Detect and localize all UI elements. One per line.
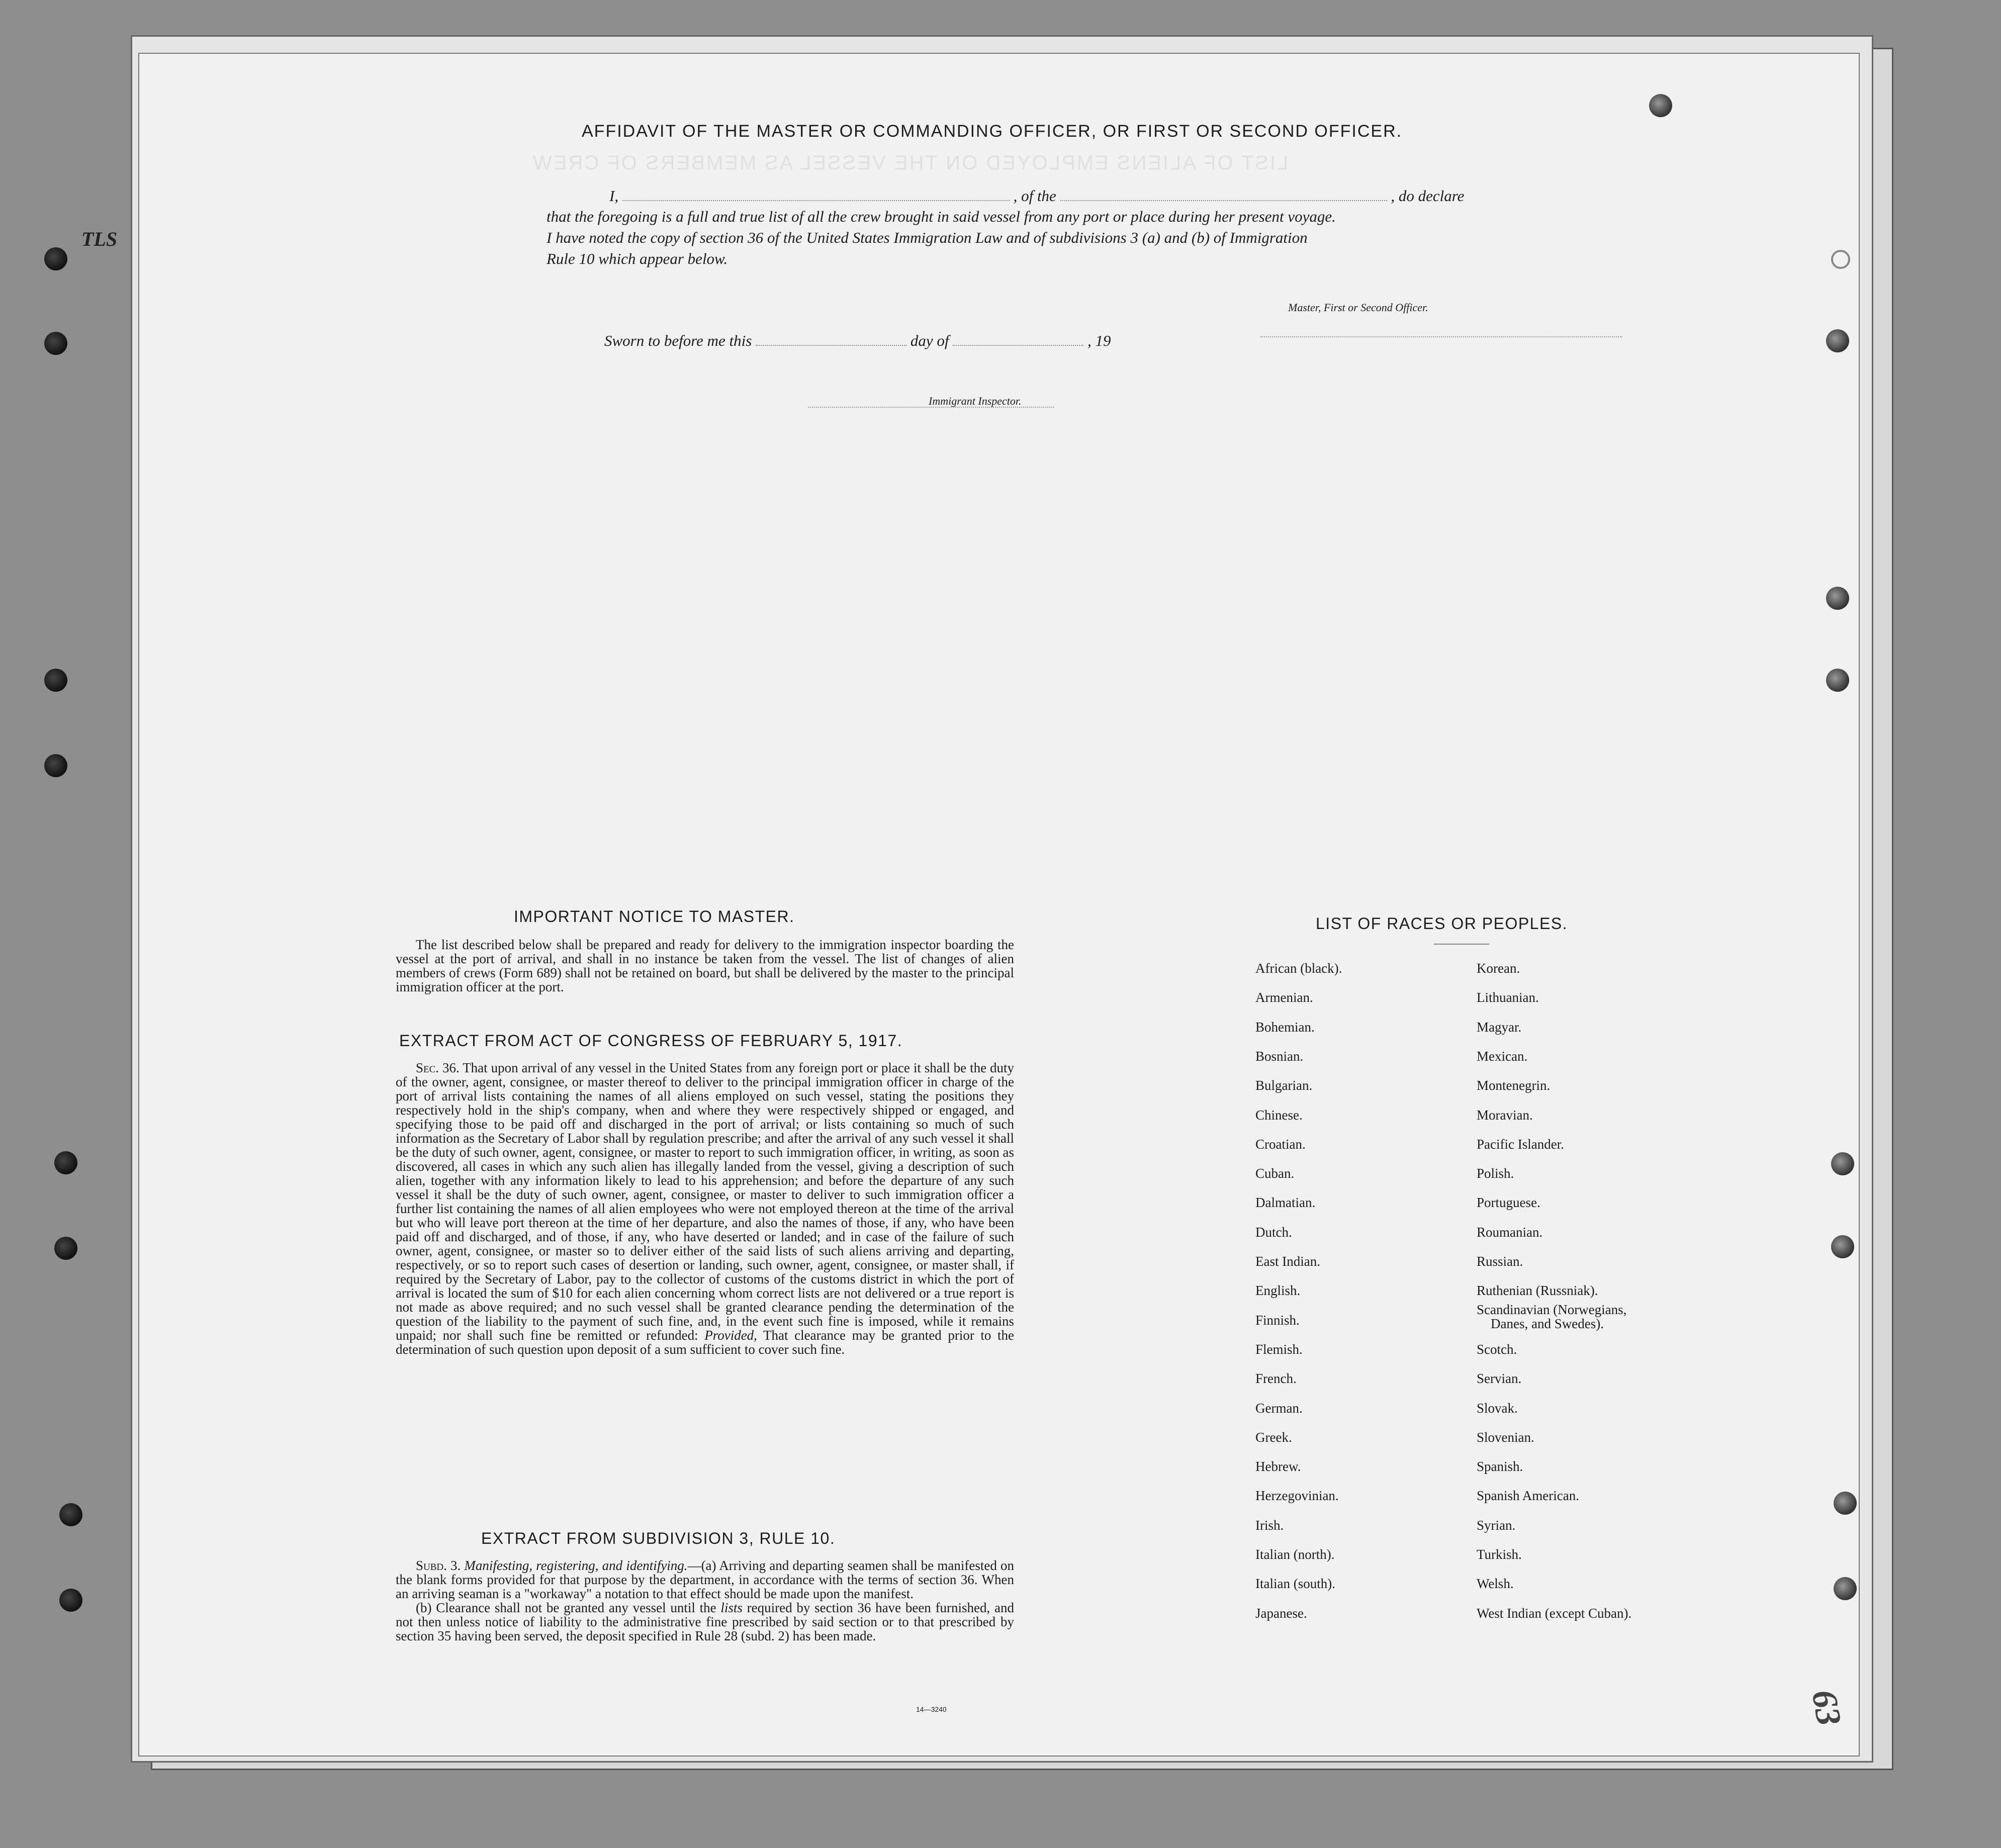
race-item: Welsh. <box>1477 1576 1514 1592</box>
year-label: , 19 <box>1087 332 1111 349</box>
race-item: Hebrew. <box>1255 1459 1301 1474</box>
race-item: Scotch. <box>1477 1341 1517 1357</box>
race-item: Korean. <box>1477 961 1520 976</box>
race-item: Mexican. <box>1477 1048 1528 1064</box>
race-item: Cuban. <box>1255 1166 1295 1181</box>
sec-36-text: That upon arrival of any vessel in the United States from any foreign port or place it shall be the duty of the owner, agent, consignee, or master thereof to deliver to the principal immigration officer in charge of the port of arrival lists containing the names of all aliens employed on such vessel, stating the positions they respectively hold in the ship's company, when and where they were respectively shipped or engaged, and specifying those to be paid off and discharged in the port of arrival; or lists containing so much of such information as the Secretary of Labor shall by regulation prescribe; and after the arrival of any such vessel it shall be the duty of such owner, agent, consignee, or master to report to such immigration officer, in writing, as soon as discovered, all cases in which any such alien has illegally landed from the vessel, giving a description of such alien, together with any information likely to lead to his apprehension; and before the departure of any such vessel it shall be the duty of such owner, agent, consignee, or master to deliver to such immigration officer a further list containing the names of all alien employees who were not employed thereon at the time of the arrival but who will leave port thereon at the time of her departure, and also the names of those, if any, who have been paid off and discharged, and of those, if any, who have deserted or landed; and in case of the failure of such owner, agent, consignee, or master so to deliver either of the said lists of such aliens arriving and departing, respectively, or so to report such cases of desertion or landing, such owner, agent, consignee, or master shall, if required by the Secretary of Labor, pay to the collector of customs of the customs district in which the port of arrival is located the sum of $10 for each alien concerning whom correct lists are not delivered or a true report is not made as above required; and no such vessel shall be granted clearance pending the determination of the question of the liability to the payment of such fine, and, in the event such fine is imposed, while it remains unpaid; nor shall such fine be remitted or refunded: <box>396 1060 1015 1343</box>
declaration-line-4: Rule 10 which appear below. <box>547 250 728 267</box>
notice-paragraph: The list described below shall be prepared and ready for delivery to the immigration inspector boarding the vessel at the port of arrival, and shall in no instance be taken from the vessel. The list of changes of alien members of crews (Form 689) shall not be retained on board, but shall be delivered by the master to the principal immigration officer at the port. <box>396 937 1014 994</box>
race-item: Armenian. <box>1255 990 1313 1005</box>
race-item: Irish. <box>1255 1517 1284 1533</box>
declaration-line-2: that the foregoing is a full and true list of all the crew brought in said vessel from any port or place during her present voyage. <box>547 208 1336 225</box>
races-heading-rule <box>1434 944 1489 945</box>
binder-hole <box>44 669 67 692</box>
notice-text <box>396 938 1014 994</box>
race-item: English. <box>1255 1283 1301 1299</box>
binder-hole <box>1826 329 1849 352</box>
race-item: Japanese. <box>1255 1605 1307 1621</box>
binder-hole <box>59 1503 82 1526</box>
binder-hole <box>44 332 67 355</box>
race-item: Dalmatian. <box>1255 1195 1316 1211</box>
binder-hole <box>54 1151 77 1174</box>
section-36-paragraph <box>396 1061 1014 1356</box>
race-item: Croatian. <box>1255 1136 1306 1152</box>
vessel-blank <box>1060 200 1387 201</box>
race-item: Moravian. <box>1477 1107 1533 1123</box>
race-item: Dutch. <box>1255 1224 1292 1240</box>
act-heading: EXTRACT FROM ACT OF CONGRESS OF FEBRUARY 5, 1917. <box>399 1032 903 1050</box>
race-item: Roumanian. <box>1477 1224 1543 1240</box>
race-item: Spanish American. <box>1477 1488 1579 1504</box>
race-item: Italian (south). <box>1255 1576 1335 1592</box>
i-label: I, <box>609 187 619 205</box>
race-item: Slovenian. <box>1477 1429 1534 1445</box>
race-item: Polish. <box>1477 1166 1514 1181</box>
b-text-1: Clearance shall not be granted any vessel until the <box>436 1600 716 1615</box>
race-item: Turkish. <box>1477 1547 1522 1562</box>
binder-hole <box>1831 250 1850 269</box>
inspector-caption: Immigrant Inspector. <box>929 395 1022 407</box>
race-item: Lithuanian. <box>1477 990 1539 1005</box>
sec-36-text-end: That clearance may be granted prior to the determination of such question upon deposit of a sum sufficient to cover such fine. <box>396 1328 1014 1357</box>
document-page <box>81 53 1860 1757</box>
affidavit-title: AFFIDAVIT OF THE MASTER OR COMMANDING OFFICER, OR FIRST OR SECOND OFFICER. <box>582 122 1403 141</box>
sworn-line <box>604 332 1111 350</box>
race-item: African (black). <box>1255 961 1342 976</box>
race-item: Danes, and Swedes). <box>1491 1316 1604 1332</box>
b-lists: lists <box>720 1600 743 1615</box>
binder-hole <box>1834 1577 1857 1600</box>
race-item: Slovak. <box>1477 1400 1518 1416</box>
a-label: —(a) <box>687 1558 716 1573</box>
binder-hole <box>1831 1152 1854 1175</box>
bleed-through-text: LIST OF ALIENS EMPLOYED ON THE VESSEL AS MEMBERS OF CREW <box>531 152 1289 174</box>
race-item: Bulgarian. <box>1255 1078 1313 1093</box>
month-blank <box>953 345 1083 346</box>
notice-heading: IMPORTANT NOTICE TO MASTER. <box>514 907 795 926</box>
binder-hole <box>54 1237 77 1260</box>
race-item: Finnish. <box>1255 1312 1300 1328</box>
race-item: East Indian. <box>1255 1254 1320 1269</box>
do-declare-label: , do declare <box>1391 187 1465 205</box>
signature-line <box>1260 335 1622 337</box>
binder-hole <box>1826 587 1849 610</box>
subdivision-a <box>396 1558 1014 1601</box>
race-item: Portuguese. <box>1477 1195 1540 1211</box>
race-item: Greek. <box>1255 1429 1292 1445</box>
margin-page-number: 63 <box>1804 1687 1849 1729</box>
binder-hole <box>44 754 67 777</box>
race-item: Flemish. <box>1255 1341 1303 1357</box>
race-item: Russian. <box>1477 1254 1523 1269</box>
a-text: Arriving and departing seamen shall be manifested on the blank forms provided for that purpose by the department, in accordance with the terms of section 36. When an arriving seaman is a "workaway" a notation to that effect should be made upon the manifest. <box>396 1558 1014 1601</box>
race-item: Spanish. <box>1477 1459 1523 1474</box>
signer-caption: Master, First or Second Officer. <box>1288 301 1428 314</box>
sec-label: Sec. 36. <box>416 1060 460 1075</box>
race-item: Pacific Islander. <box>1477 1136 1564 1152</box>
name-blank <box>622 200 1010 201</box>
race-item: Magyar. <box>1477 1019 1522 1035</box>
of-the-label: , of the <box>1013 187 1056 205</box>
sworn-label: Sworn to before me this <box>604 332 752 349</box>
b-text-2: required by section 36 have been furnished, and not then unless notice of liability to the administrative fine prescribed by said section or to that prescribed by section 35 having been served, the deposit specified in Rule 28 (subd. 2) has been made. <box>396 1600 1015 1643</box>
race-item: Bosnian. <box>1255 1048 1304 1064</box>
rule-heading: EXTRACT FROM SUBDIVISION 3, RULE 10. <box>481 1529 836 1547</box>
day-of-label: day of <box>910 332 949 349</box>
race-item: French. <box>1255 1371 1297 1387</box>
declaration-line-1 <box>609 187 1464 205</box>
subd-label: Subd. 3. <box>416 1558 461 1573</box>
race-item: Herzegovinian. <box>1255 1488 1339 1504</box>
subd-title: Manifesting, registering, and identifying. <box>464 1558 688 1573</box>
races-heading: LIST OF RACES OR PEOPLES. <box>1316 914 1568 933</box>
race-item: Bohemian. <box>1255 1019 1315 1035</box>
form-number: 14—3240 <box>916 1705 947 1713</box>
binder-hole <box>1649 94 1672 117</box>
rule-text <box>396 1558 1014 1643</box>
act-text <box>396 1061 1014 1356</box>
binder-hole <box>1826 669 1849 692</box>
day-blank <box>756 345 906 346</box>
race-item: Servian. <box>1477 1371 1522 1387</box>
margin-handwriting: TLS <box>81 228 118 250</box>
race-item: West Indian (except Cuban). <box>1477 1605 1632 1621</box>
b-label: (b) <box>416 1600 432 1615</box>
race-item: Syrian. <box>1477 1517 1516 1533</box>
subdivision-b <box>396 1601 1014 1643</box>
binder-hole <box>59 1589 82 1612</box>
race-item: German. <box>1255 1400 1303 1416</box>
binder-hole <box>1834 1492 1857 1515</box>
race-item: Montenegrin. <box>1477 1078 1551 1093</box>
binder-hole <box>1831 1235 1854 1258</box>
declaration-line-3: I have noted the copy of section 36 of the United States Immigration Law and of subdivisions 3 (a) and (b) of Immigration <box>547 229 1308 246</box>
race-item: Chinese. <box>1255 1107 1303 1123</box>
race-item: Italian (north). <box>1255 1547 1335 1562</box>
race-item: Ruthenian (Russniak). <box>1477 1283 1598 1299</box>
binder-hole <box>44 247 67 270</box>
provided-label: Provided, <box>704 1328 757 1343</box>
race-item: Scandinavian (Norwegians, <box>1477 1302 1627 1318</box>
